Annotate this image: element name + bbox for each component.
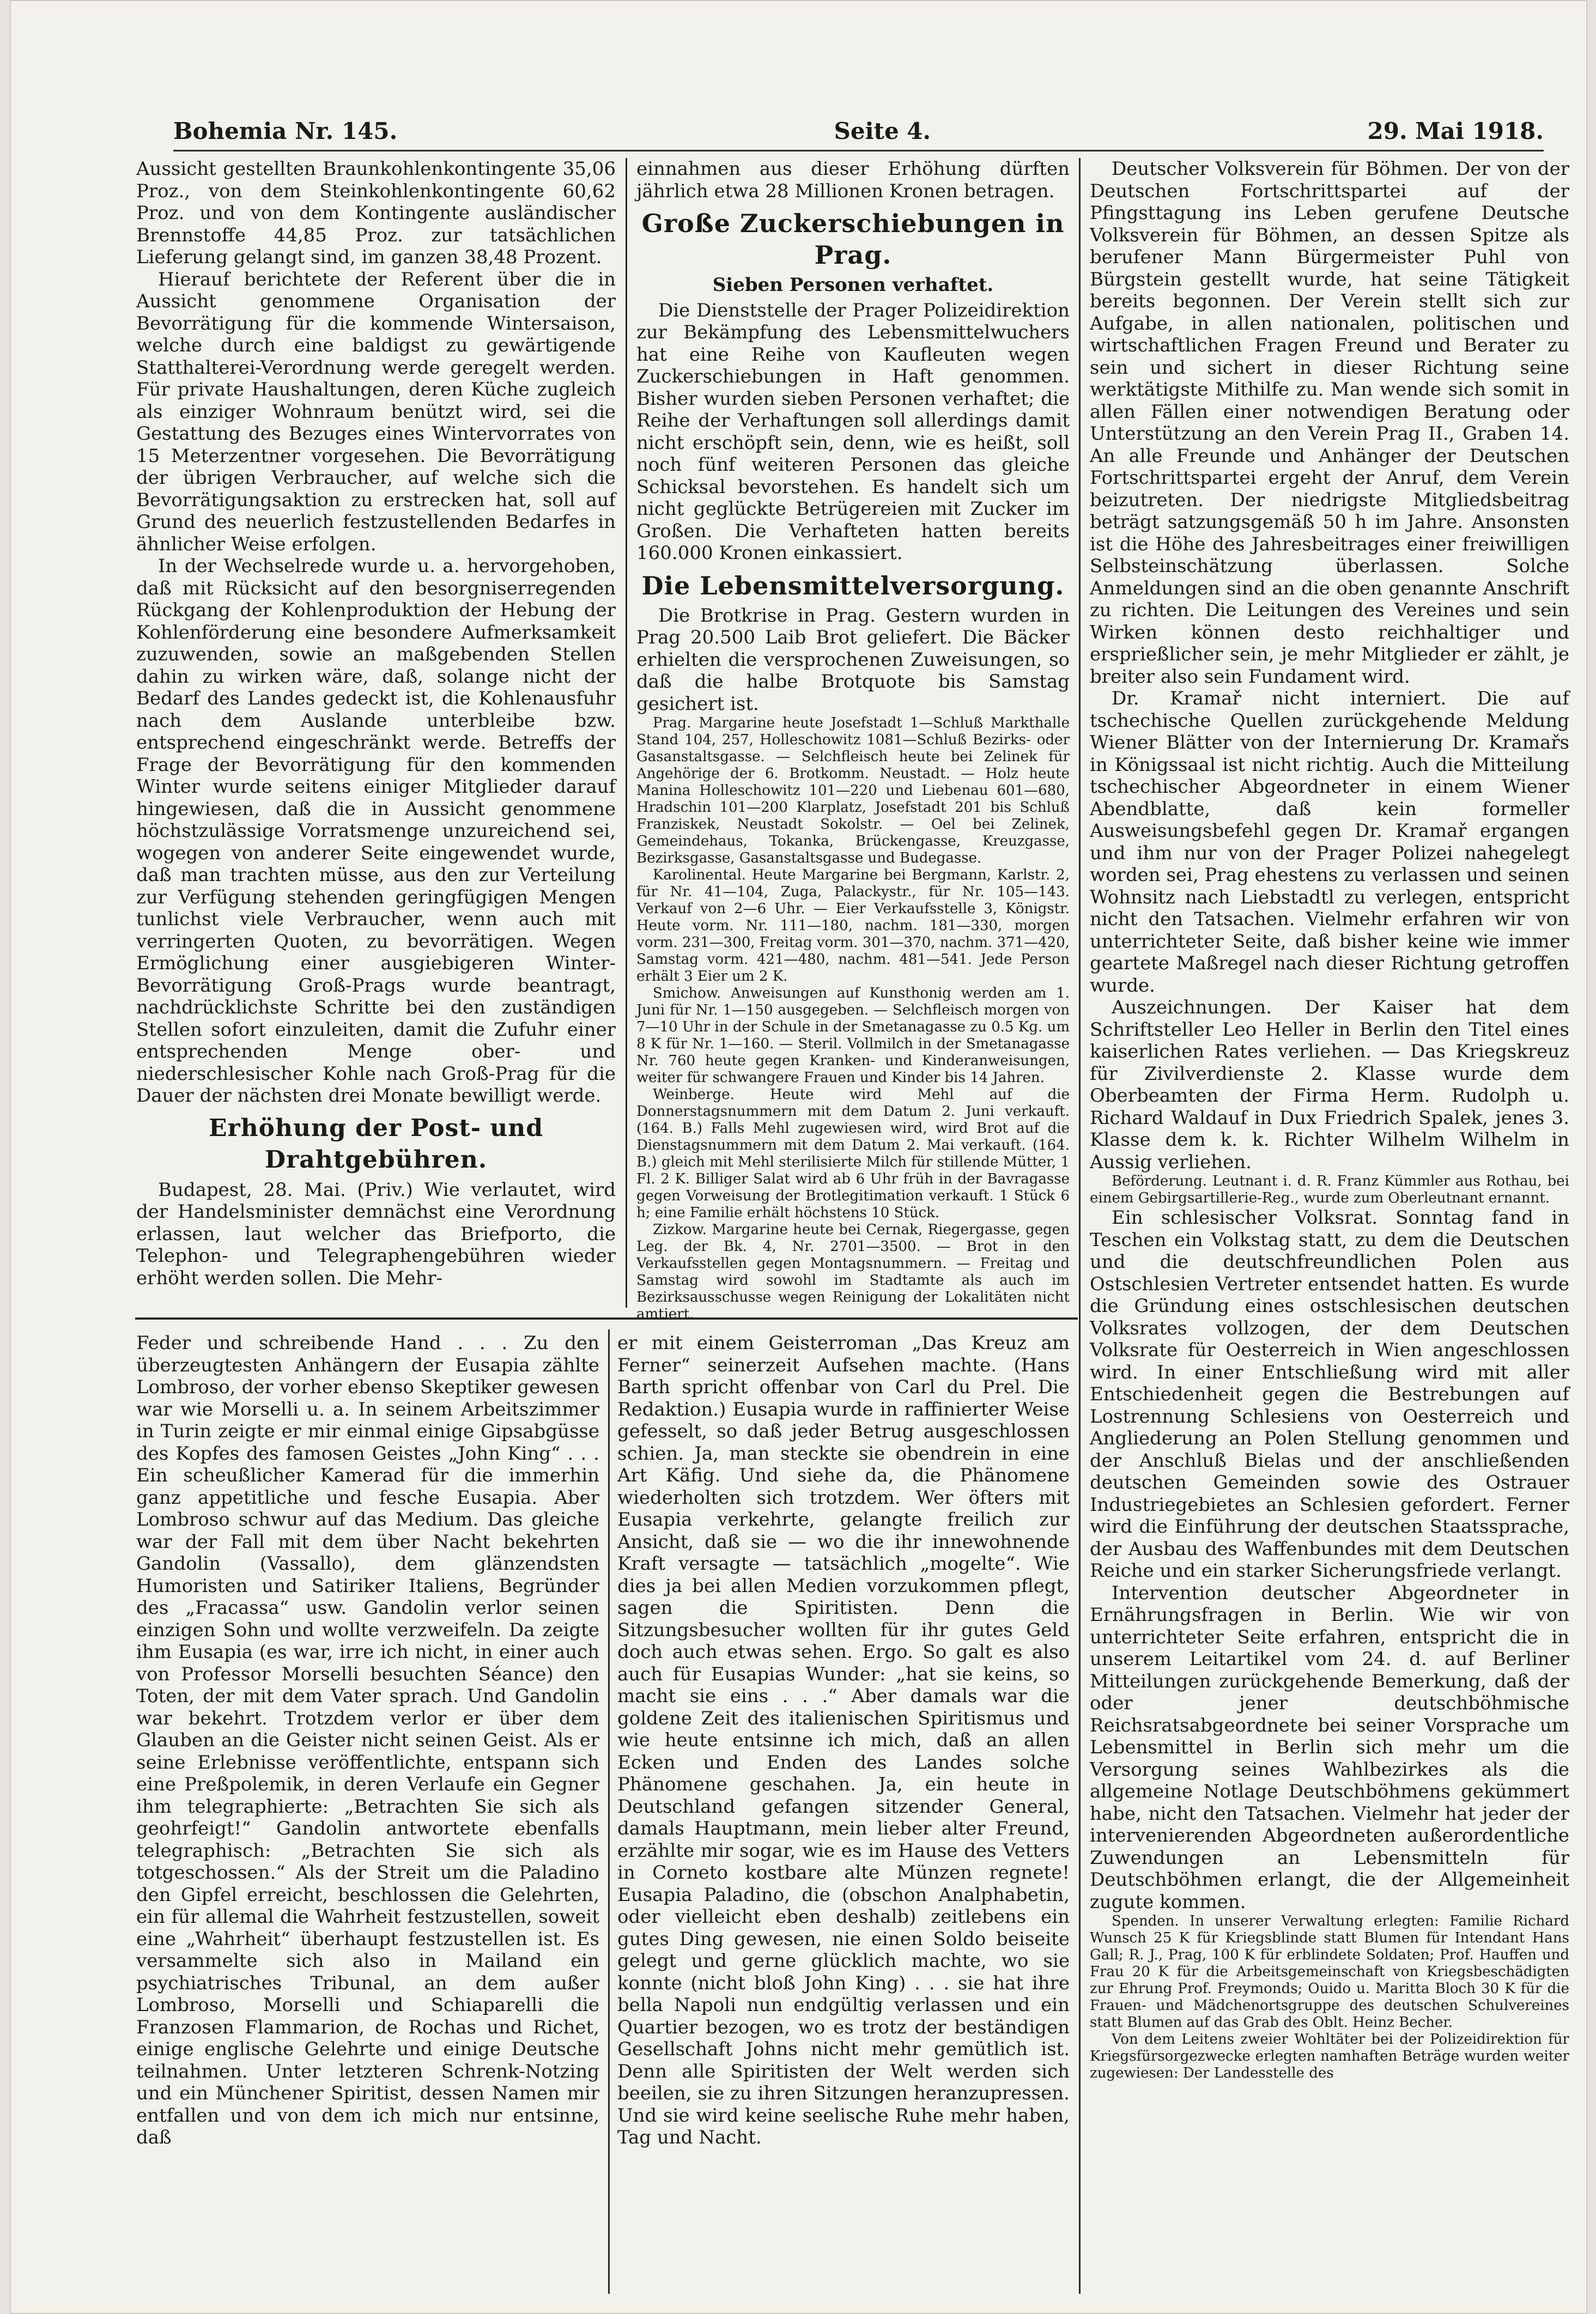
- section-subheading: Sieben Personen verhaftet.: [712, 274, 994, 296]
- feuilleton-left: [136, 1332, 599, 2291]
- column-rule-1: [626, 158, 627, 1308]
- header-center: Seite 4.: [834, 117, 931, 144]
- col3-paragraph: Auszeichnungen. Der Kaiser hat dem Schriftsteller Leo Heller in Berlin den Titel eines kaiserlichen Rates verliehen. — Das Kriegskreuz für Zivilverdienste 2. Klasse wurde dem Oberbeamten der Firma Herm. Rudolph u. Richard Waldauf in Dux Friedrich Spalek, jenes 3. Klasse dem k. k. Richter Wilhelm Wilhelm in Aussig verliehen.: [1090, 997, 1569, 1173]
- newspaper-page: [10, 0, 1587, 2314]
- col1-paragraph: In der Wechselrede wurde u. a. hervorgehoben, daß mit Rücksicht auf den besorgniserregenden Rückgang der Kohlenproduktion der Hebung der Kohlenförderung eine besondere Aufmerksamkeit zuzuwenden, sowie an maßgebenden Stellen dahin zu wirken wäre, daß, solange nicht der Bedarf des Landes gedeckt ist, die Kohlenausfuhr nach dem Auslande unterbleibe bzw. entsprechend eingeschränkt werde. Betreffs der Frage der Bevorrätigung für den kommenden Winter wurde seitens einiger Mitglieder darauf hingewiesen, daß die in Aussicht genommene höchstzulässige Vorratsmenge unzureichend sei, wogegen von anderer Seite eingewendet wurde, daß man trachten müsse, aus den zur Verteilung zur Verfügung stehenden geringfügigen Mengen tunlichst viele Verbraucher, wenn auch mit verringerten Quoten, zu bevorrätigen. Wegen Ermöglichung einer ausgiebigeren Winter-Bevorrätigung Groß-Prags wurde beantragt, nachdrücklichste Schritte bei den zuständigen Stellen sofort einzuleiten, damit die Zufuhr einer entsprechenden Menge ober- und niederschlesischer Kohle nach Groß-Prag für die Dauer der nächsten drei Monate bewilligt werde.: [136, 555, 616, 1107]
- notice-block: [636, 715, 1070, 1323]
- col3-paragraph: Intervention deutscher Abgeordneter in Ernährungsfragen in Berlin. Wie wir von unterrichteter Seite erfahren, entspricht die in unserem Leitartikel vom 24. d. auf Berliner Mitteilungen zurückgehende Bemerkung, daß der oder jener deutschböhmische Reichsratsabgeordnete bei seiner Vorsprache um Lebensmittel in Berlin sich mehr um die Versorgung seines Wahlbezirkes als die allgemeine Notlage Deutschböhmens gekümmert habe, nicht den Tatsachen. Vielmehr hat jeder der intervenierenden Abgeordneten außerordentliche Zuwendungen an Lebensmitteln für Deutschböhmen erlangt, die der Allgemeinheit zugute kommen.: [1090, 1582, 1569, 1913]
- section-heading-zucker: Große Zuckerschiebungen in Prag.: [641, 209, 1065, 270]
- column-rule-2: [1079, 158, 1081, 2294]
- feuilleton-paragraph: er mit einem Geisterroman „Das Kreuz am Ferner“ seinerzeit Aufsehen machte. (Hans Barth spricht offenbar von Carl du Prel. Die Redaktion.) Eusapia wurde in raffinierter Weise gefesselt, so daß jeder Betrug ausgeschlossen schien. Ja, man steckte sie obendrein in eine Art Käfig. Und siehe da, die Phänomene wiederholten sich trotzdem. Wer öfters mit Eusapia verkehrte, gelangte freilich zur Ansicht, daß sie — wo die ihr innewohnende Kraft versagte — tatsächlich „mogelte“. Wie dies ja bei allen Medien vorzukommen pflegt, sagen die Spiritisten. Denn die Sitzungsbesucher wollten für ihr gutes Geld doch auch etwas sehen. Ergo. So galt es also auch für Eusapias Wunder: „hat sie keins, so macht sie eins . . .“ Aber damals war die goldene Zeit des italienischen Spiritismus und wie heute entsinne ich mich, daß an allen Ecken und Enden des Landes solche Phänomene geschahen. Ja, ein heute in Deutschland gefangen sitzender General, damals Hauptmann, mein lieber alter Freund, erzählte mir sogar, wie es im Hause des Vetters in Corneto kostbare alte Münzen regnete! Eusapia Paladino, die (obschon Analphabetin, oder vielleicht eben deshalb) zeitlebens ein gutes Ding gewesen, nie einen Soldo beiseite gelegt und gerne glücklich machte, wo sie konnte (nicht bloß John King) . . . sie hat ihre bella Napoli nun endgültig verlassen und ein Quartier bezogen, wo es trotz der beständigen Gesellschaft Johns nicht mehr gemütlich ist. Denn alle Spiritisten der Welt werden sich beeilen, sie zu ihren Sitzungen heranzupressen. Und sie wird keine seelische Ruhe mehr haben, Tag und Nacht.: [617, 1332, 1070, 2148]
- column-1: [136, 158, 616, 1313]
- col3-paragraph: Deutscher Volksverein für Böhmen. Der von der Deutschen Fortschrittspartei auf der Pfingsttagung ins Leben gerufene Deutsche Volksverein für Böhmen, an dessen Spitze als berufener Mann Bürgermeister Puhl von Bürgstein gestellt wurde, hat seine Tätigkeit bereits begonnen. Der Verein stellt sich zur Aufgabe, in allen nationalen, politischen und wirtschaftlichen Fragen Freund und Berater zu sein und sichert in dieser Richtung seine werktätigste Mithilfe zu. Man wende sich somit in allen Fällen einer notwendigen Beratung oder Unterstützung an den Verein Prag II., Graben 14. An alle Freunde und Anhänger der Deutschen Fortschrittspartei ergeht der Anruf, dem Verein beizutreten. Der niedrigste Mitgliedsbeitrag beträgt satzungsgemäß 50 h im Jahre. Ansonsten ist die Höhe des Jahresbeitrages einer freiwilligen Selbsteinschätzung überlassen. Solche Anmeldungen sind an die oben genannte Anschrift zu richten. Die Leitungen des Vereines und sein Wirken können desto reichhaltiger und ersprießlicher sein, je mehr Mitglieder er zählt, je breiter also sein Fundament wird.: [1090, 158, 1569, 688]
- col3-paragraph: Dr. Kramař nicht interniert. Die auf tschechische Quellen zurückgehende Meldung Wiener Blätter von der Internierung Dr. Kramařs in Königssaal ist nicht richtig. Auch die Mitteilung tschechischer Abgeordneter in einem Wiener Abendblatte, daß kein formeller Ausweisungsbefehl gegen Dr. Kramař ergangen und ihm nur von der Prager Polizei nahegelegt worden sei, Prag ehestens zu verlassen und seinen Wohnsitz nach Liebstadtl zu verlegen, entspricht nicht den Tatsachen. Vielmehr erfahren wir von unterrichteter Seite, daß bisher keine wie immer geartete Maßregel nach dieser Richtung getroffen wurde.: [1090, 688, 1569, 997]
- notice-zizkow: Zizkow. Margarine heute bei Cernak, Riegergasse, gegen Leg. der Bk. 4, Nr. 2701—3500. — Brot in den Verkaufsstellen gegen Montagsnummern. — Freitag und Samstag wird sowohl im Stadtamte als auch im Bezirksausschusse wegen Reinigung der Lokalitäten nicht amtiert.: [636, 1222, 1070, 1322]
- col1-paragraph: Budapest, 28. Mai. (Priv.) Wie verlautet, wird der Handelsminister demnächst eine Verordnung erlassen, laut welcher das Briefporto, die Telephon- und Telegraphengebühren wieder erhöht werden sollen. Die Mehr-: [136, 1179, 616, 1289]
- col2-paragraph: einnahmen aus dieser Erhöhung dürften jährlich etwa 28 Millionen Kronen betragen.: [636, 158, 1070, 202]
- header-left: Bohemia Nr. 145.: [173, 117, 398, 144]
- column-3: [1090, 158, 1569, 2283]
- running-head: [173, 112, 1544, 151]
- section-heading-post: Erhöhung der Post- und Drahtgebühren.: [208, 1114, 544, 1174]
- header-right: 29. Mai 1918.: [1367, 117, 1544, 144]
- col1-paragraph: Aussicht gestellten Braunkohlenkontingente 35,06 Proz., von dem Steinkohlenkontingente 60,62 Proz. und von dem Kontingente ausländischer Brennstoffe 44,85 Proz. zur tatsächlichen Lieferung gelangt sind, im ganzen 38,48 Prozent.: [136, 158, 616, 268]
- notice-karolinental: Karolinental. Heute Margarine bei Bergmann, Karlstr. 2, für Nr. 41—104, Zuga, Palackystr., für Nr. 105—143. Verkauf von 2—6 Uhr. — Eier Verkaufsstelle 3, Königstr. Heute vorm. Nr. 111—180, nachm. 181—330, morgen vorm. 231—300, Freitag vorm. 301—370, nachm. 371—420, Samstag vorm. 421—480, nachm. 481—541. Jede Person erhält 3 Eier um 2 K.: [636, 867, 1070, 985]
- col3-paragraph: Spenden. In unserer Verwaltung erlegten: Familie Richard Wunsch 25 K für Kriegsblinde statt Blumen für Intendant Hans Gall; R. J., Prag, 100 K für erblindete Soldaten; Prof. Hauffen und Frau 20 K für die Arbeitsgemeinschaft von Kriegsbeschädigten zur Ehrung Prof. Freymonds; Ouido u. Maritta Bloch 30 K für die Frauen- und Mädchenortsgruppe des deutschen Schulvereines statt Blumen auf das Grab des Oblt. Heinz Becher.: [1090, 1913, 1569, 2031]
- col3-paragraph: Von dem Leitens zweier Wohltäter bei der Polizeidirektion für Kriegsfürsorgezwecke erlegten namhaften Beträge wurden weiter zugewiesen: Der Landesstelle des: [1090, 2031, 1569, 2081]
- col1-paragraph: Hierauf berichtete der Referent über die in Aussicht genommene Organisation der Bevorrätigung für die kommende Wintersaison, welche durch eine baldigst zu gewärtigende Statthalterei-Verordnung werde geregelt werden. Für private Haushaltungen, deren Küche zugleich als einziger Wohnraum benützt wird, sei die Gestattung des Bezuges eines Wintervorrates von 15 Meterzentner vorgesehen. Die Bevorrätigung der übrigen Verbraucher, auf welche sich die Bevorrätigungsaktion zu erstrecken hat, soll auf Grund des neuerlich festzustellenden Bedarfes in ähnlicher Weise erfolgen.: [136, 268, 616, 555]
- notice-smichow: Smichow. Anweisungen auf Kunsthonig werden am 1. Juni für Nr. 1—150 ausgegeben. — Selchfleisch morgen von 7—10 Uhr in der Schule in der Smetanagasse zu 0.5 Kg. um 8 K für Nr. 1—160. — Steril. Vollmilch in der Smetanagasse Nr. 760 heute gegen Kranken- und Kinderanweisungen, weiter für schwangere Frauen und Kinder bis 14 Jahren.: [636, 985, 1070, 1086]
- feuilleton-paragraph: Feder und schreibende Hand . . . Zu den überzeugtesten Anhängern der Eusapia zählte Lombroso, der vorher ebenso Skeptiker gewesen war wie Morselli u. a. In seinem Arbeitszimmer in Turin zeigte er mir einmal einige Gipsabgüsse des Kopfes des famosen Geistes „John King“ . . . Ein scheußlicher Kamerad für die immerhin ganz appetitliche und fesche Eusapia. Aber Lombroso schwur auf das Medium. Das gleiche war der Fall mit dem über Nacht bekehrten Gandolin (Vassallo), dem glänzendsten Humoristen und Satiriker Italiens, Begründer des „Fracassa“ usw. Gandolin verlor seinen einzigen Sohn und wollte verzweifeln. Da zeigte ihm Eusapia (es war, irre ich nicht, in einer auch von Professor Morselli besuchten Séance) den Toten, der mit dem Vater sprach. Und Gandolin war bekehrt. Trotzdem verlor er über dem Glauben an die Geister nicht seinen Geist. Als er seine Erlebnisse veröffentlichte, entspann sich eine Preßpolemik, in deren Verlaufe ein Gegner ihm telegraphierte: „Betrachten Sie sich als geohrfeigt!“ Gandolin antwortete ebenfalls telegraphisch: „Betrachten Sie sich als totgeschossen.“ Als der Streit um die Paladino den Gipfel erreicht, beschlossen die Gelehrten, ein für allemal die Wahrheit festzustellen, soweit eine „Wahrheit“ überhaupt festzustellen ist. Es versammelte sich also in Mailand ein psychiatrisches Tribunal, an dem außer Lombroso, Morselli und Schiaparelli die Franzosen Flammarion, de Rochas und Richet, einige englische Gelehrte und einige Deutsche teilnahmen. Unter letzteren Schrenk-Notzing und ein Münchener Spiritist, dessen Namen mir entfallen und von dem ich mich nur entsinne, daß: [136, 1332, 599, 2148]
- col2-paragraph: Die Dienststelle der Prager Polizeidirektion zur Bekämpfung des Lebensmittelwuchers hat eine Reihe von Kaufleuten wegen Zuckerschiebungen in Haft genommen. Bisher wurden sieben Personen verhaftet; die Reihe der Verhaftungen soll allerdings damit nicht erschöpft sein, denn, wie es heißt, soll noch fünf weiteren Personen das gleiche Schicksal bevorstehen. Es handelt sich um nicht geglückte Betrügereien mit Zucker im Großen. Die Verhafteten hatten bereits 160.000 Kronen einkassiert.: [636, 299, 1070, 564]
- notice-weinberge: Weinberge. Heute wird Mehl auf die Donnerstagsnummern mit dem Datum 2. Juni verkauft. (164. B.) Falls Mehl zugewiesen wird, wird Brot auf die Dienstagsnummern mit dem Datum 2. Mai verkauft. (164. B.) gleich mit Mehl sterilisierte Milch für stillende Mütter, 1 Fl. 2 K. Billiger Salat wird ab 6 Uhr früh in der Bavragasse gegen Vorweisung der Brotlegitimation verkauft. 1 Stück 6 h; eine Familie erhält höchstens 10 Stück.: [636, 1086, 1070, 1221]
- column-2: [636, 158, 1070, 1322]
- notice-prag: Prag. Margarine heute Josefstadt 1—Schluß Markthalle Stand 104, 257, Holleschowitz 1081—Schluß Bezirks- oder Gasanstaltsgasse. — Selchfleisch heute bei Zelinek für Angehörige der 6. Brotkomm. Neustadt. — Holz heute Manina Holleschowitz 101—220 und Liebenau 601—680, Hradschin 101—200 Klarplatz, Josefstadt 201 bis Schluß Franziskek, Neustadt Sokolstr. — Oel bei Zelinek, Gemeindehaus, Tokanka, Brückengasse, Kreuzgasse, Bezirksgasse, Gasanstaltsgasse und Budegasse.: [636, 715, 1070, 866]
- section-heading-lebensmittel: Die Lebensmittelversorgung.: [641, 570, 1065, 600]
- column-rule-3: [608, 1329, 610, 2294]
- col3-paragraph: Beförderung. Leutnant i. d. R. Franz Kümmler aus Rothau, bei einem Gebirgsartillerie-Reg., wurde zum Oberleutnant ernannt.: [1090, 1173, 1569, 1206]
- col2-paragraph: Die Brotkrise in Prag. Gestern wurden in Prag 20.500 Laib Brot geliefert. Die Bäcker erhielten die versprochenen Zuweisungen, so daß die halbe Brotquote bis Samstag gesichert ist.: [636, 604, 1070, 715]
- col3-paragraph: Ein schlesischer Volksrat. Sonntag fand in Teschen ein Volkstag statt, zu dem die Deutschen und die deutschfreundlichen Polen aus Ostschlesien Vertreter entsendet hatten. Es wurde die Gründung eines ostschlesischen deutschen Volksrates vollzogen, der dem Deutschen Volksrate für Oesterreich in Wien angeschlossen wird. In einer Entschließung wird mit aller Entschiedenheit gegen die Bestrebungen auf Lostrennung Schlesiens von Oesterreich und Angliederung an Polen Stellung genommen und der Anschluß Bielas und der anschließenden deutschen Gemeinden sowie des Ostrauer Industriegebietes an Schlesien gefordert. Ferner wird die Einführung der deutschen Staatssprache, der Ausbau des Waffenbundes mit dem Deutschen Reiche und ein starker Sicherungsfriede verlangt.: [1090, 1207, 1569, 1582]
- feuilleton-right: [617, 1332, 1070, 2291]
